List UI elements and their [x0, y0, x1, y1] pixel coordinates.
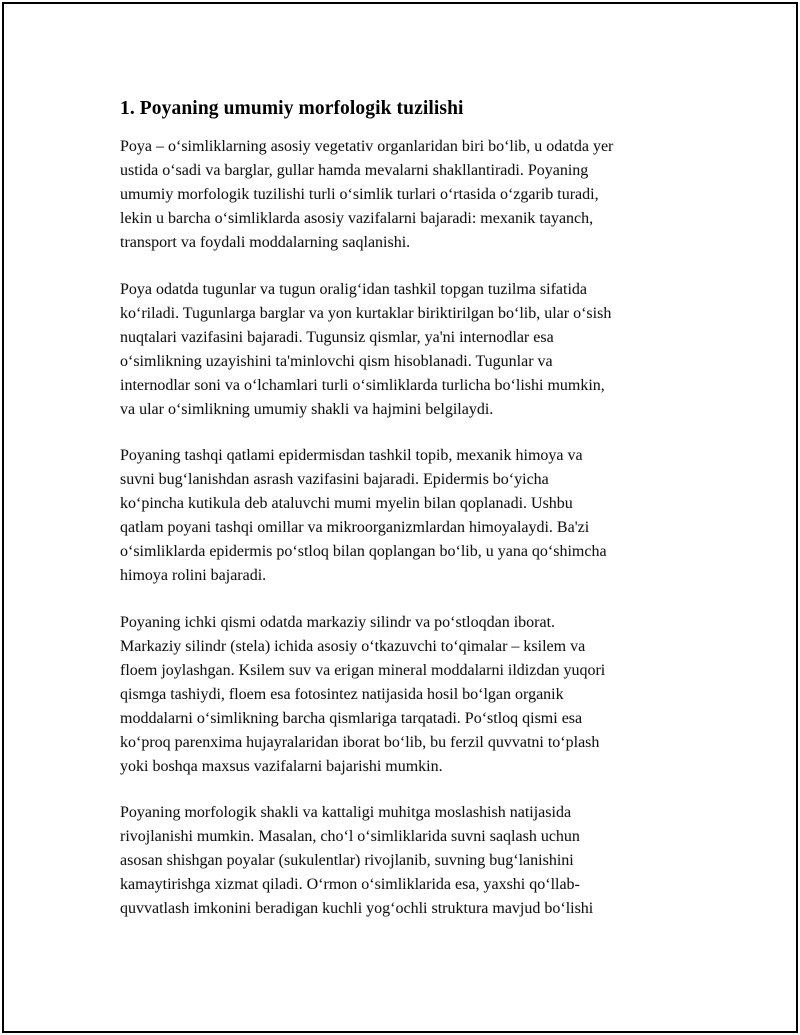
- text-line: Poyaning morfologik shakli va kattaligi muhitga moslashish natijasida: [120, 804, 572, 821]
- text-line: internodlar soni va o‘lchamlari turli o‘simliklarda turlicha bo‘lishi mumkin,: [120, 376, 605, 394]
- text-line: quvvatlash imkonini beradigan kuchli yog‘ochli struktura mavjud bo‘lishi: [120, 900, 594, 917]
- paragraph-3: [120, 444, 700, 588]
- text-line: kamaytirishga xizmat qiladi. O‘rmon o‘simliklarida esa, yaxshi qo‘llab-: [120, 876, 580, 893]
- text-line: asosan shishgan poyalar (sukulentlar) rivojlanib, suvning bug‘lanishini: [120, 852, 574, 869]
- text-line: Poyaning ichki qismi odatda markaziy silindr va po‘stloqdan iborat.: [120, 613, 556, 631]
- text-line: ustida o‘sadi va barglar, gullar hamda mevalarni shakllantiradi. Poyaning: [120, 162, 589, 179]
- section-heading: 1. Poyaning umumiy morfologik tuzilishi: [120, 98, 464, 119]
- text-line: qismga tashiydi, floem esa fotosintez natijasida hosil bo‘lgan organik: [120, 685, 564, 703]
- text-line: o‘simliklarda epidermis po‘stloq bilan qoplangan bo‘lib, u yana qo‘shimcha: [120, 543, 607, 560]
- text-line: himoya rolini bajaradi.: [120, 567, 267, 584]
- text-line: o‘simlikning uzayishini ta'minlovchi qism hisoblanadi. Tugunlar va: [120, 352, 553, 370]
- text-line: Poya odatda tugunlar va tugun oralig‘idan tashkil topgan tuzilma sifatida: [120, 280, 587, 298]
- text-line: umumiy morfologik tuzilishi turli o‘simlik turlari o‘rtasida o‘zgarib turadi,: [120, 186, 599, 203]
- text-line: Poyaning tashqi qatlami epidermisdan tashkil topib, mexanik himoya va: [120, 447, 583, 464]
- text-line: yoki boshqa maxsus vazifalarni bajarishi mumkin.: [120, 757, 443, 775]
- text-line: ko‘riladi. Tugunlarga barglar va yon kurtaklar biriktirilgan bo‘lib, ular o‘sish: [120, 304, 612, 322]
- page-frame: [2, 2, 798, 1033]
- text-line: nuqtalari vazifasini bajaradi. Tugunsiz qismlar, ya'ni internodlar esa: [120, 328, 554, 346]
- paragraph-2: [120, 278, 700, 422]
- text-line: Markaziy silindr (stela) ichida asosiy o‘tkazuvchi to‘qimalar – ksilem va: [120, 637, 586, 655]
- text-line: suvni bug‘lanishdan asrash vazifasini bajaradi. Epidermis bo‘yicha: [120, 471, 549, 488]
- paragraph-4: [120, 611, 700, 779]
- text-line: lekin u barcha o‘simliklarda asosiy vazifalarni bajaradi: mexanik tayanch,: [120, 210, 594, 227]
- text-line: moddalarni o‘simlikning barcha qismlariga tarqatadi. Po‘stloq qismi esa: [120, 709, 583, 727]
- text-line: rivojlanishi mumkin. Masalan, cho‘l o‘simliklarida suvni saqlash uchun: [120, 828, 580, 845]
- text-line: ko‘pincha kutikula deb ataluvchi mumi myelin bilan qoplanadi. Ushbu: [120, 495, 573, 512]
- paragraph-5: [120, 801, 700, 921]
- text-line: qatlam poyani tashqi omillar va mikroorganizmlardan himoyalaydi. Ba'zi: [120, 519, 590, 536]
- text-line: va ular o‘simlikning umumiy shakli va hajmini belgilaydi.: [120, 400, 494, 418]
- text-line: ko‘proq parenxima hujayralaridan iborat bo‘lib, bu ferzil quvvatni to‘plash: [120, 733, 600, 751]
- text-line: floem joylashgan. Ksilem suv va erigan mineral moddalarni ildizdan yuqori: [120, 661, 606, 679]
- text-line: Poya – o‘simliklarning asosiy vegetativ organlaridan biri bo‘lib, u odatda yer: [120, 138, 614, 155]
- paragraph-1: [120, 135, 700, 255]
- text-line: transport va foydali moddalarning saqlanishi.: [120, 234, 411, 251]
- document-body: [120, 95, 700, 944]
